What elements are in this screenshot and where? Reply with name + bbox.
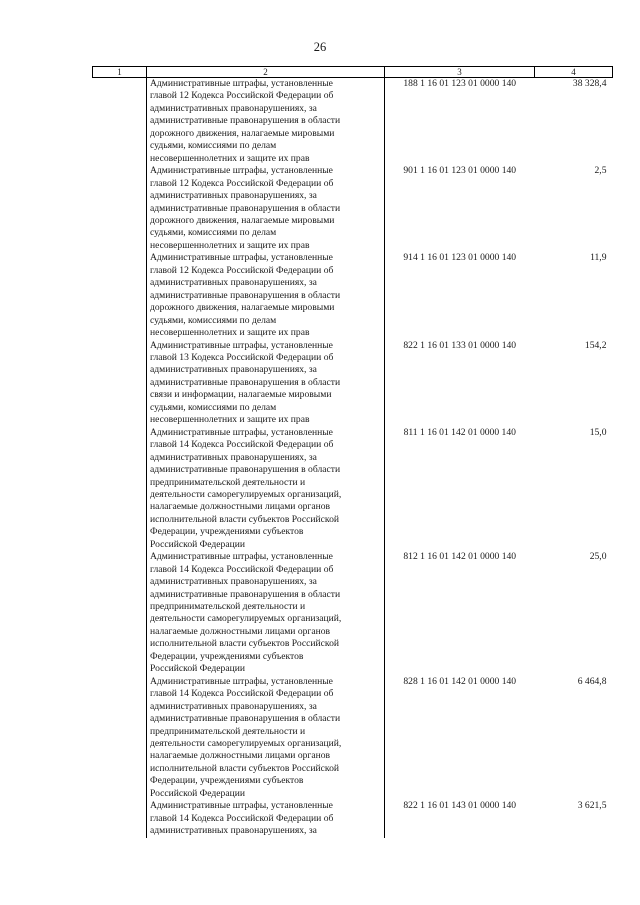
description-line: исполнительной власти субъектов Российской — [150, 762, 340, 774]
description-line: исполнительной власти субъектов Российской — [150, 513, 340, 525]
column-header-3: 3 — [385, 67, 535, 78]
description-line: главой 12 Кодекса Российской Федерации об — [150, 177, 334, 189]
description-line: административных правонарушениях, за — [150, 364, 317, 376]
row-description — [147, 78, 385, 166]
description-line: налагаемые должностными лицами органов — [150, 625, 331, 637]
description-line: налагаемые должностными лицами органов — [150, 501, 331, 513]
description-line: административных правонарушениях, за — [150, 451, 317, 463]
table-row — [93, 676, 613, 801]
description-line: Административные штрафы, установленные — [150, 165, 333, 177]
description-line: дорожного движения, налагаемые мировыми — [150, 127, 335, 139]
description-line: деятельности саморегулируемых организаций, — [150, 488, 342, 500]
description-line: главой 12 Кодекса Российской Федерации об — [150, 90, 334, 102]
description-line: Российской Федерации — [150, 538, 245, 550]
row-amount: 6 464,8 — [577, 675, 607, 687]
row-code: 812 1 16 01 142 01 0000 140 — [403, 551, 517, 563]
description-line: административные правонарушения в области — [150, 713, 341, 725]
description-line: главой 14 Кодекса Российской Федерации об — [150, 812, 334, 824]
description-line: судьями, комиссиями по делам — [150, 314, 277, 326]
header-row — [93, 67, 613, 78]
description-line: административные правонарушения в области — [150, 115, 341, 127]
description-line: дорожного движения, налагаемые мировыми — [150, 214, 335, 226]
table-body — [93, 78, 613, 838]
description-line: главой 14 Кодекса Российской Федерации об — [150, 688, 334, 700]
row-code: 811 1 16 01 142 01 0000 140 — [403, 426, 516, 438]
description-line: Административные штрафы, установленные — [150, 551, 333, 563]
description-line: административные правонарушения в области — [150, 588, 341, 600]
description-line: административные правонарушения в области — [150, 202, 341, 214]
row-code: 828 1 16 01 142 01 0000 140 — [403, 675, 517, 687]
description-line: Федерации, учреждениями субъектов — [150, 650, 304, 662]
description-line: главой 14 Кодекса Российской Федерации об — [150, 439, 334, 451]
column-header-2: 2 — [147, 67, 385, 78]
description-line: главой 13 Кодекса Российской Федерации об — [150, 351, 334, 363]
table-row — [93, 252, 613, 339]
description-line: административных правонарушениях, за — [150, 277, 317, 289]
description-line: предпринимательской деятельности и — [150, 725, 306, 737]
row-amount: 2,5 — [594, 165, 607, 177]
description-line: дорожного движения, налагаемые мировыми — [150, 302, 335, 314]
description-line: Административные штрафы, установленные — [150, 675, 333, 687]
row-code: 914 1 16 01 123 01 0000 140 — [403, 252, 517, 264]
row-number-cell — [93, 800, 147, 837]
table-row — [93, 427, 613, 552]
table-row — [93, 551, 613, 676]
description-line: Административные штрафы, установленные — [150, 426, 333, 438]
row-amount: 25,0 — [589, 551, 607, 563]
row-code: 188 1 16 01 123 01 0000 140 — [403, 78, 517, 89]
description-line: исполнительной власти субъектов Российской — [150, 638, 340, 650]
row-amount: 15,0 — [589, 426, 607, 438]
description-line: предпринимательской деятельности и — [150, 476, 306, 488]
description-line: административные правонарушения в области — [150, 464, 341, 476]
description-line: Административные штрафы, установленные — [150, 800, 333, 812]
table-row — [93, 78, 613, 166]
description-line: несовершеннолетних и защите их прав — [150, 327, 310, 339]
row-code: 901 1 16 01 123 01 0000 140 — [403, 165, 517, 177]
table-row — [93, 340, 613, 427]
description-line: административные правонарушения в области — [150, 289, 341, 301]
description-line: административных правонарушениях, за — [150, 190, 317, 202]
row-amount: 154,2 — [584, 339, 607, 351]
description-line: административных правонарушениях, за — [150, 700, 317, 712]
row-description — [147, 551, 385, 676]
row-code: 822 1 16 01 143 01 0000 140 — [403, 800, 517, 812]
row-description — [147, 427, 385, 552]
row-number-cell — [93, 551, 147, 676]
description-line: Административные штрафы, установленные — [150, 339, 333, 351]
column-header-4: 4 — [535, 67, 613, 78]
description-line: судьями, комиссиями по делам — [150, 140, 277, 152]
description-line: Российской Федерации — [150, 663, 245, 675]
column-header-1: 1 — [93, 67, 147, 78]
row-amount: 38 328,4 — [572, 78, 607, 89]
description-line: Российской Федерации — [150, 787, 245, 799]
description-line: налагаемые должностными лицами органов — [150, 750, 331, 762]
description-line: связи и информации, налагаемые мировыми — [150, 389, 332, 401]
description-line: главой 12 Кодекса Российской Федерации об — [150, 264, 334, 276]
row-amount: 11,9 — [590, 252, 607, 264]
row-number-cell — [93, 252, 147, 339]
description-line: судьями, комиссиями по делам — [150, 401, 277, 413]
row-description — [147, 165, 385, 252]
page-number: 26 — [313, 40, 327, 54]
row-description — [147, 800, 385, 837]
description-line: административных правонарушениях, за — [150, 102, 317, 114]
row-number-cell — [93, 427, 147, 552]
row-number-cell — [93, 676, 147, 801]
row-number-cell — [93, 340, 147, 427]
description-line: несовершеннолетних и защите их прав — [150, 239, 310, 251]
row-description — [147, 676, 385, 801]
description-line: Административные штрафы, установленные — [150, 78, 333, 89]
description-line: несовершеннолетних и защите их прав — [150, 414, 310, 426]
table-row — [93, 800, 613, 837]
row-amount: 3 621,5 — [577, 800, 607, 812]
description-line: Федерации, учреждениями субъектов — [150, 526, 304, 538]
description-line: административных правонарушениях, за — [150, 576, 317, 588]
description-line: несовершеннолетних и защите их прав — [150, 152, 310, 164]
table-row — [93, 165, 613, 252]
row-description — [147, 340, 385, 427]
description-line: административные правонарушения в области — [150, 376, 341, 388]
row-number-cell — [93, 165, 147, 252]
description-line: деятельности саморегулируемых организаций, — [150, 738, 342, 750]
description-line: Федерации, учреждениями субъектов — [150, 775, 304, 787]
description-line: главой 14 Кодекса Российской Федерации об — [150, 563, 334, 575]
description-line: административных правонарушениях, за — [150, 825, 317, 837]
description-line: деятельности саморегулируемых организаций, — [150, 613, 342, 625]
description-line: Административные штрафы, установленные — [150, 252, 333, 264]
description-line: предпринимательской деятельности и — [150, 601, 306, 613]
row-number-cell — [93, 78, 147, 166]
revenue-table — [92, 66, 613, 838]
row-code: 822 1 16 01 133 01 0000 140 — [403, 339, 517, 351]
row-description — [147, 252, 385, 339]
table-header — [93, 67, 613, 78]
description-line: судьями, комиссиями по делам — [150, 227, 277, 239]
